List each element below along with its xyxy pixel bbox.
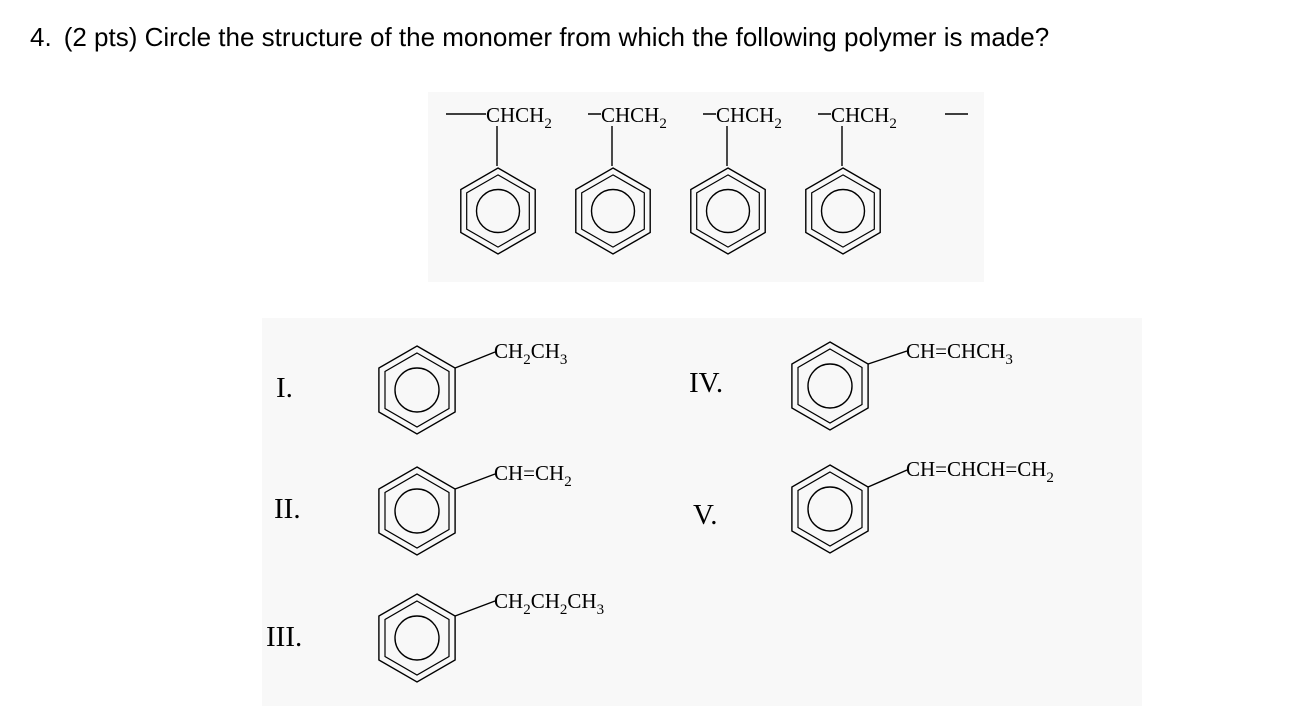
option-formula-5: $CH=CHCH=CH_2$: [906, 457, 1054, 486]
option-substituent-bond-3: [455, 601, 495, 616]
txt: CH: [530, 589, 560, 613]
ring-aromatic-circle: [395, 616, 439, 660]
txt: CH: [567, 589, 597, 613]
question-prompt: (2 pts) Circle the structure of the monomer from which the following polymer is made?: [63, 22, 1050, 52]
ring-aromatic-circle: [592, 190, 635, 233]
ring-aromatic-circle: [808, 487, 852, 531]
question-number: 4.: [30, 22, 52, 52]
ring-outer-hexagon: [379, 594, 455, 682]
sub: 3: [1005, 352, 1013, 368]
sub: 2: [774, 116, 782, 132]
ring-outer-hexagon: [576, 168, 650, 254]
ring-aromatic-circle: [707, 190, 750, 233]
sub: 2: [564, 474, 572, 490]
option-substituent-bond-4: [868, 351, 907, 364]
ring-aromatic-circle: [477, 190, 520, 233]
polymer-unit-2: $CHCH_2$: [601, 103, 667, 132]
polymer-phenyl-ring-3: [691, 168, 765, 254]
sub: 2: [523, 602, 531, 618]
sub: 2: [544, 116, 552, 132]
option-label-4: IV.: [689, 367, 724, 399]
ring-aromatic-circle: [822, 190, 865, 233]
sub: 3: [559, 352, 568, 368]
option-label-1: I.: [276, 372, 293, 404]
sub: 2: [889, 116, 897, 132]
option-ring-2: [379, 467, 455, 555]
option-formula-2: $CH=CH_2$: [494, 461, 572, 490]
polymer-unit-4: $CHCH_2$: [831, 103, 897, 132]
sub: 2: [559, 602, 568, 618]
ring-outer-hexagon: [792, 465, 868, 553]
option-ring-4: [792, 342, 868, 430]
ring-outer-hexagon: [806, 168, 880, 254]
option-label-3: III.: [266, 621, 303, 653]
polymer-phenyl-groups: [461, 126, 880, 254]
ring-aromatic-circle: [395, 489, 439, 533]
ring-outer-hexagon: [691, 168, 765, 254]
ring-outer-hexagon: [379, 346, 455, 434]
polymer-phenyl-ring-1: [461, 168, 535, 254]
polymer-chain: [446, 103, 968, 132]
option-benzene-rings: [379, 342, 907, 682]
option-formula-3: $CH_2CH_2CH_3$: [494, 589, 605, 618]
sub: 3: [596, 602, 605, 618]
option-substituent-bond-5: [868, 470, 907, 487]
option-substituent-bond-2: [455, 474, 495, 489]
ring-outer-hexagon: [792, 342, 868, 430]
option-formula-1: $CH_2CH_3$: [494, 339, 568, 368]
ring-aromatic-circle: [395, 368, 439, 412]
option-label-2: II.: [274, 493, 301, 525]
txt: CH: [530, 339, 560, 363]
option-ring-1: [379, 346, 455, 434]
polymer-phenyl-ring-4: [806, 168, 880, 254]
ring-outer-hexagon: [379, 467, 455, 555]
option-formula-4: $CH=CHCH_3$: [906, 339, 1013, 368]
polymer-unit-3: $CHCH_2$: [716, 103, 782, 132]
ring-aromatic-circle: [808, 364, 852, 408]
ring-outer-hexagon: [461, 168, 535, 254]
polymer-phenyl-ring-2: [576, 168, 650, 254]
option-substituent-bond-1: [455, 352, 495, 368]
option-ring-5: [792, 465, 868, 553]
sub: 2: [1046, 470, 1054, 486]
polymer-unit-1: $CHCH_2$: [486, 103, 552, 132]
sub: 2: [659, 116, 667, 132]
sub: 2: [523, 352, 531, 368]
option-label-5: V.: [693, 499, 718, 531]
option-ring-3: [379, 594, 455, 682]
